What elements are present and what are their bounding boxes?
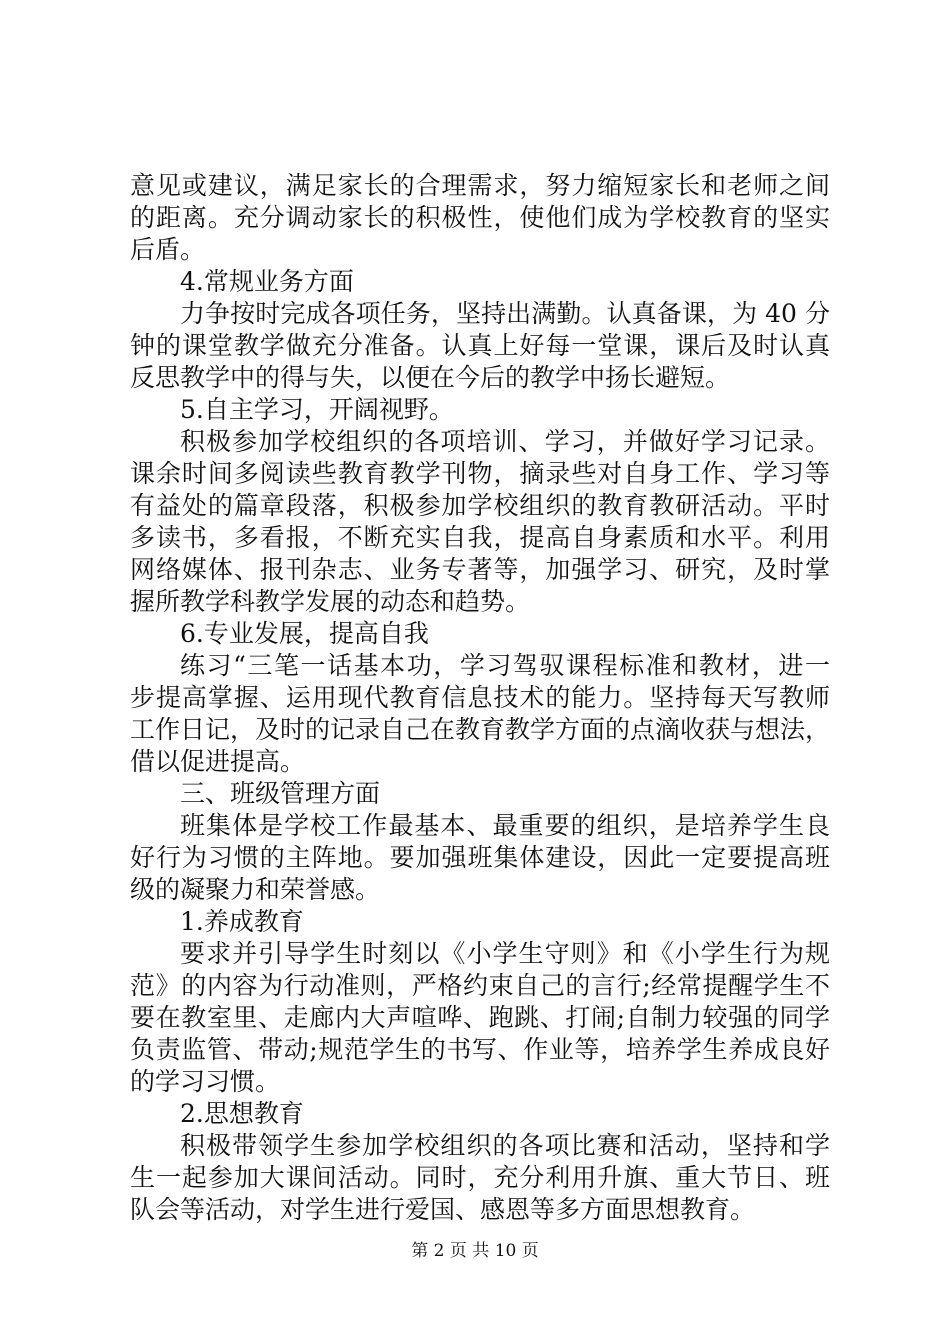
document-body [130, 170, 830, 1226]
text-line: 的距离。充分调动家长的积极性，使他们成为学校教育的坚实 [130, 203, 830, 232]
text-line: 网络媒体、报刊杂志、业务专著等，加强学习、研究，及时掌 [130, 555, 830, 584]
text-line: 握所教学科教学发展的动态和趋势。 [130, 587, 531, 616]
text-line: 1.养成教育 [180, 907, 304, 936]
text-line: 步提高掌握、运用现代教育信息技术的能力。坚持每天写教师 [130, 683, 830, 712]
text-line: 钟的课堂教学做充分准备。认真上好每一堂课，课后及时认真 [130, 331, 830, 360]
page-footer: 第 2 页 共 10 页 [411, 1241, 539, 1261]
text-line: 要求并引导学生时刻以《小学生守则》和《小学生行为规 [180, 939, 830, 968]
text-line: 要在教室里、走廊内大声喧哗、跑跳、打闹;自制力较强的同学 [130, 1003, 830, 1032]
text-line: 练习“三笔一话基本功，学习驾驭课程标准和教材，进一 [180, 651, 830, 680]
text-line: 4.常规业务方面 [180, 267, 354, 296]
text-line: 2.思想教育 [180, 1099, 304, 1128]
text-line: 好行为习惯的主阵地。要加强班集体建设，因此一定要提高班 [130, 843, 830, 872]
text-line: 有益处的篇章段落，积极参加学校组织的教育教研活动。平时 [130, 491, 830, 520]
text-line: 队会等活动，对学生进行爱国、感恩等多方面思想教育。 [130, 1195, 756, 1224]
text-line: 5.自主学习，开阔视野。 [180, 395, 454, 424]
text-line: 工作日记，及时的记录自己在教育教学方面的点滴收获与想法， [130, 715, 831, 744]
text-line: 生一起参加大课间活动。同时，充分利用升旗、重大节日、班 [130, 1163, 830, 1192]
text-line: 班集体是学校工作最基本、最重要的组织，是培养学生良 [180, 811, 830, 840]
text-line: 多读书，多看报，不断充实自我，提高自身素质和水平。利用 [130, 523, 830, 552]
text-line: 6.专业发展，提高自我 [180, 619, 429, 648]
text-line: 的学习习惯。 [130, 1067, 281, 1096]
text-line: 三、班级管理方面 [180, 779, 381, 808]
text-line: 后盾。 [130, 235, 206, 264]
text-line: 力争按时完成各项任务，坚持出满勤。认真备课，为 40 分 [180, 299, 830, 328]
text-line: 范》的内容为行动准则，严格约束自己的言行;经常提醒学生不 [130, 971, 830, 1000]
text-line: 积极参加学校组织的各项培训、学习，并做好学习记录。 [180, 427, 830, 456]
text-line: 意见或建议，满足家长的合理需求，努力缩短家长和老师之间 [130, 171, 830, 200]
text-line: 负责监管、带动;规范学生的书写、作业等，培养学生养成良好 [130, 1035, 830, 1064]
text-line: 级的凝聚力和荣誉感。 [130, 875, 381, 904]
text-line: 积极带领学生参加学校组织的各项比赛和活动，坚持和学 [180, 1131, 830, 1160]
text-line: 反思教学中的得与失，以便在今后的教学中扬长避短。 [130, 363, 731, 392]
text-line: 课余时间多阅读些教育教学刊物，摘录些对自身工作、学习等 [130, 459, 830, 488]
text-line: 借以促进提高。 [130, 747, 306, 776]
